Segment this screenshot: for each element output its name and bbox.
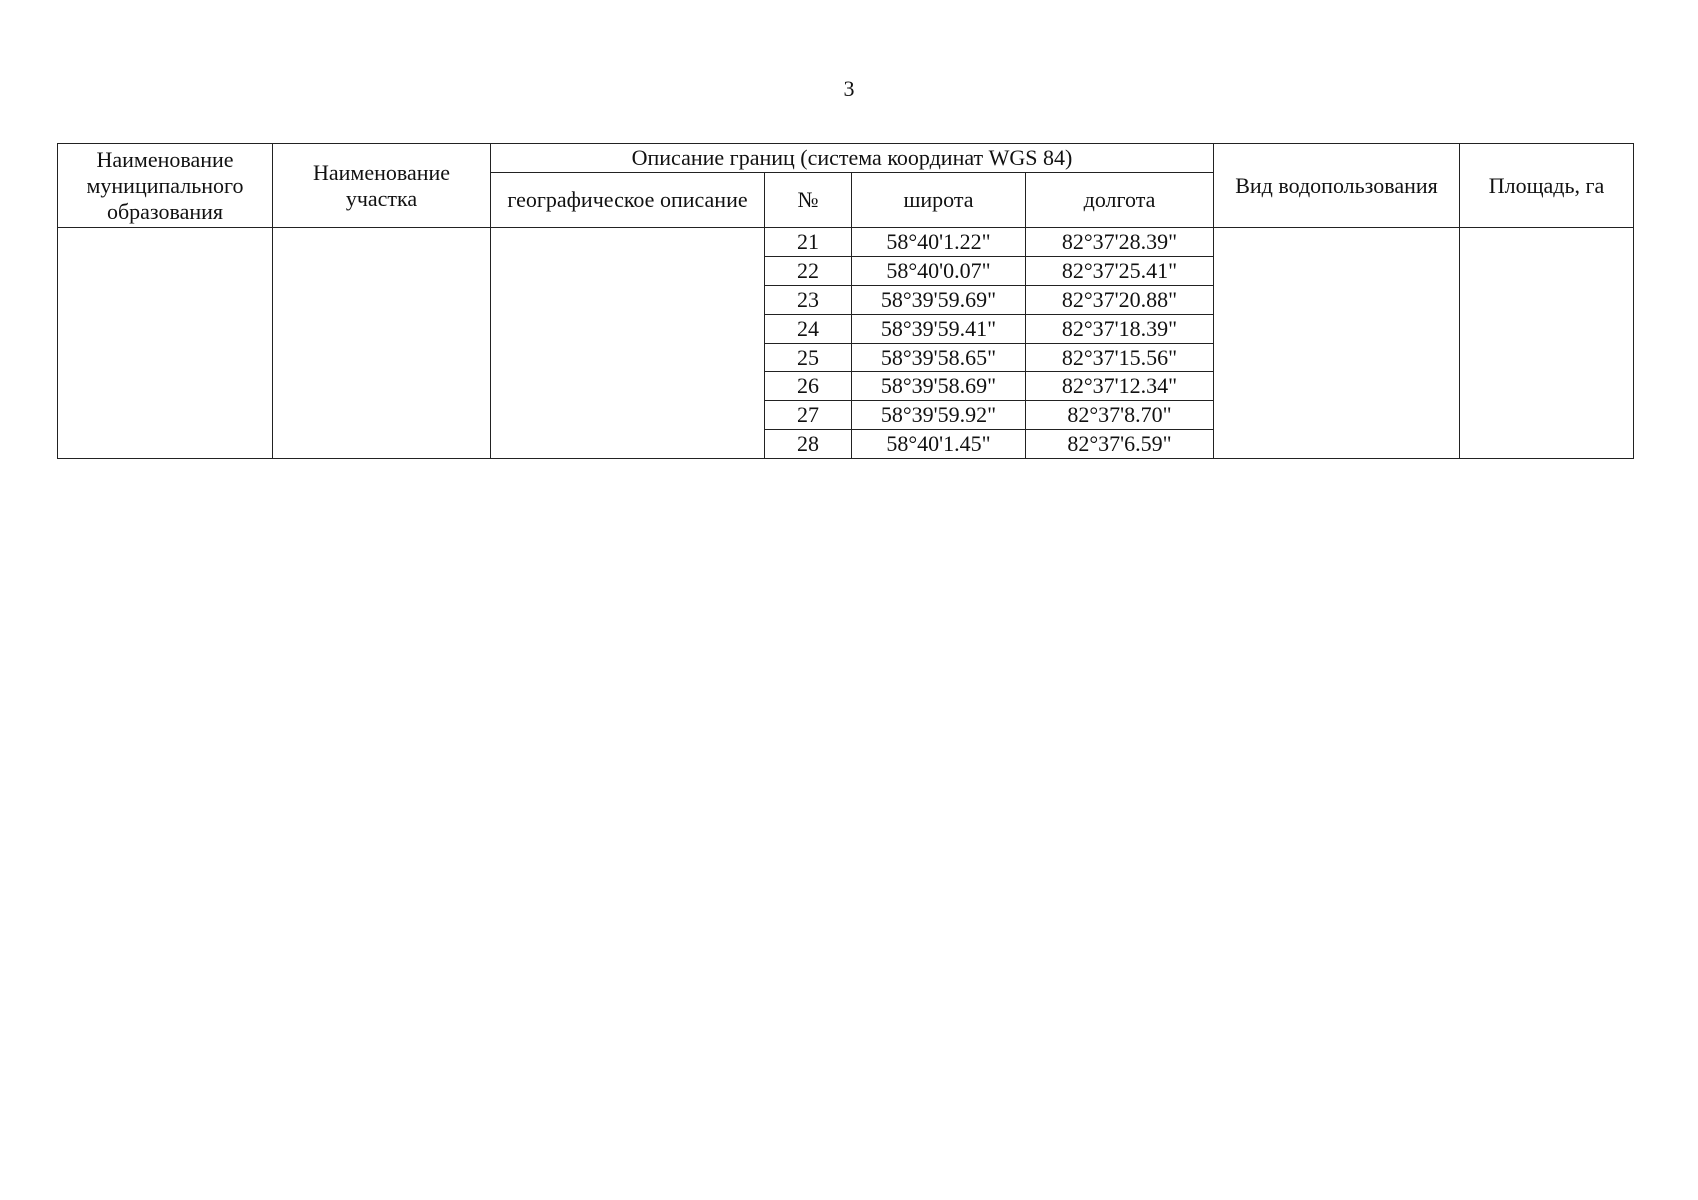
cell-area bbox=[1460, 228, 1634, 459]
header-boundary-description: Описание границ (система координат WGS 84) bbox=[491, 144, 1214, 173]
table-body bbox=[58, 228, 1634, 459]
cell-number: 23 bbox=[765, 285, 852, 314]
cell-geo-description bbox=[491, 228, 765, 459]
cell-latitude: 58°39'58.65" bbox=[852, 343, 1026, 372]
cell-longitude: 82°37'25.41" bbox=[1026, 256, 1214, 285]
table-row bbox=[58, 228, 1634, 257]
cell-number: 25 bbox=[765, 343, 852, 372]
cell-site-name bbox=[273, 228, 491, 459]
cell-municipality bbox=[58, 228, 273, 459]
cell-longitude: 82°37'18.39" bbox=[1026, 314, 1214, 343]
cell-number: 22 bbox=[765, 256, 852, 285]
cell-longitude: 82°37'12.34" bbox=[1026, 372, 1214, 401]
boundary-table bbox=[57, 143, 1634, 459]
header-geo-description: географическое описание bbox=[491, 173, 765, 228]
cell-longitude: 82°37'15.56" bbox=[1026, 343, 1214, 372]
header-municipality: Наименование муниципального образования bbox=[58, 144, 273, 228]
cell-water-use-type bbox=[1214, 228, 1460, 459]
cell-number: 26 bbox=[765, 372, 852, 401]
cell-longitude: 82°37'20.88" bbox=[1026, 285, 1214, 314]
header-longitude: долгота bbox=[1026, 173, 1214, 228]
header-water-use-type: Вид водопользования bbox=[1214, 144, 1460, 228]
header-site-name: Наименование участка bbox=[273, 144, 491, 228]
cell-number: 24 bbox=[765, 314, 852, 343]
cell-latitude: 58°39'59.92" bbox=[852, 401, 1026, 430]
header-number: № bbox=[765, 173, 852, 228]
cell-number: 28 bbox=[765, 430, 852, 459]
cell-latitude: 58°40'0.07" bbox=[852, 256, 1026, 285]
cell-longitude: 82°37'6.59" bbox=[1026, 430, 1214, 459]
cell-latitude: 58°40'1.45" bbox=[852, 430, 1026, 459]
cell-longitude: 82°37'8.70" bbox=[1026, 401, 1214, 430]
cell-latitude: 58°40'1.22" bbox=[852, 228, 1026, 257]
header-area: Площадь, га bbox=[1460, 144, 1634, 228]
table-header bbox=[58, 144, 1634, 228]
cell-latitude: 58°39'58.69" bbox=[852, 372, 1026, 401]
cell-latitude: 58°39'59.69" bbox=[852, 285, 1026, 314]
cell-number: 21 bbox=[765, 228, 852, 257]
header-latitude: широта bbox=[852, 173, 1026, 228]
cell-longitude: 82°37'28.39" bbox=[1026, 228, 1214, 257]
page-number: 3 bbox=[843, 76, 855, 101]
cell-latitude: 58°39'59.41" bbox=[852, 314, 1026, 343]
cell-number: 27 bbox=[765, 401, 852, 430]
